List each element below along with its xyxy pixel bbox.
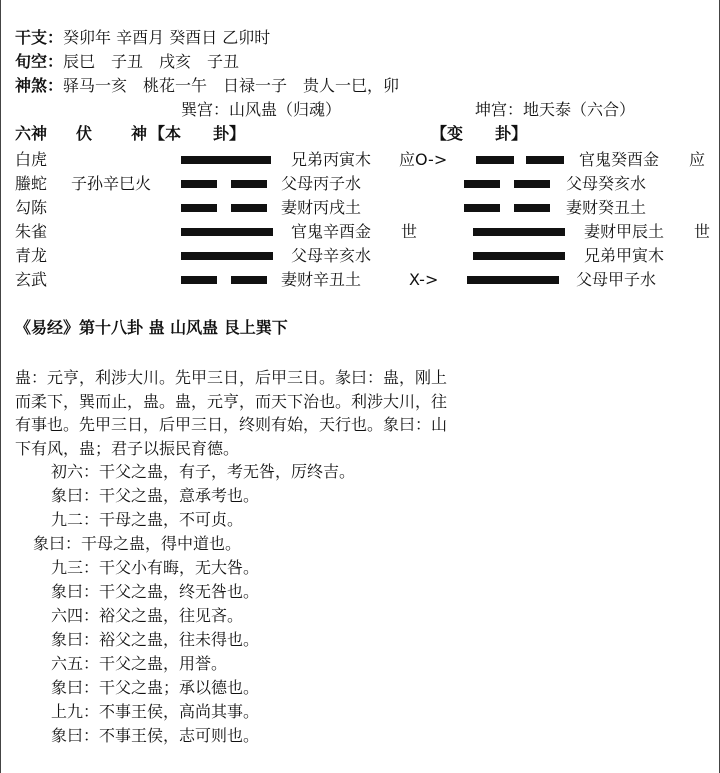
liushen-cell: 玄武 [15,270,48,289]
bian-label: 父母癸亥水 [566,174,647,193]
yao-line: 象曰：干父之蛊，意承考也。 [51,486,260,505]
bian-yang-line [467,276,559,284]
col-liushen: 六神 [15,124,48,143]
shiying-mark: 世 [401,222,418,241]
yao-line: 象曰：干父之蛊；承以德也。 [51,678,260,697]
bian-label: 妻财甲辰土 [584,222,665,241]
fushen-cell: 子孙辛巳火 [71,174,152,193]
col-shen: 神 [131,124,148,143]
shensha-value: 驿马一亥 桃花一午 日禄一子 贵人一巳，卯 [63,76,400,95]
shiying-mark: 应 [399,150,416,169]
yao-line: 六四：裕父之蛊，往见吝。 [51,606,244,625]
xunkong-line [15,52,239,72]
paragraph-line: 蛊：元亨，利涉大川。先甲三日，后甲三日。彖曰：蛊，刚上 [15,368,448,387]
bian-yang-line [473,252,565,260]
ben-yin-line [181,276,267,284]
col-bian: 【变 卦】 [431,124,528,143]
liushen-cell: 勾陈 [15,198,48,217]
paragraph-line: 有事也。先甲三日，后甲三日，终则有始，天行也。象曰：山 [15,415,448,434]
yao-line: 象曰：干母之蛊，得中道也。 [33,534,242,553]
bian-shiying: 世 [694,222,711,241]
paragraph-line: 下有风，蛊；君子以振民育德。 [15,438,240,458]
yao-line: 象曰：不事王侯，志可则也。 [51,726,260,745]
bian-yin-line [464,204,550,212]
main-gong: 巽宫：山风蛊（归魂） [181,100,342,119]
bian-yang-line [473,228,565,236]
ben-label: 父母辛亥水 [291,246,372,265]
ben-yang-line [181,156,271,164]
yao-line: 象曰：干父之蛊，终无咎也。 [51,582,260,601]
xunkong-value: 辰巳 子丑 戌亥 子丑 [63,52,240,71]
bian-shiying: 应 [689,150,706,169]
liushen-cell: 朱雀 [15,222,48,241]
ganzhi-value: 癸卯年 辛酉月 癸酉日 乙卯时 [63,28,271,47]
liushen-cell: 青龙 [15,246,48,265]
ganzhi-label: 干支： [15,28,64,47]
liushen-cell: 白虎 [15,150,48,169]
yao-line: 初六：干父之蛊，有子，考无咎，厉终吉。 [51,462,356,481]
bian-label: 妻财癸丑土 [566,198,647,217]
section-title: 《易经》第十八卦 蛊 山风蛊 艮上巽下 [15,318,288,337]
ben-yang-line [181,228,273,236]
bian-yin-line [476,156,564,164]
ben-yang-line [181,252,273,260]
ben-label: 父母丙子水 [281,174,362,193]
bian-label: 兄弟甲寅木 [584,246,665,265]
xunkong-label: 旬空： [15,52,64,71]
paragraph-line: 而柔下，巽而止，蛊。蛊，元亨，而天下治也。利涉大川，往 [15,391,448,411]
yao-line: 九三：干父小有晦，无大咎。 [51,558,260,577]
yao-line: 象曰：裕父之蛊，往未得也。 [51,630,260,649]
ganzhi-line [15,28,270,48]
bian-label: 父母甲子水 [576,270,657,289]
change-gong: 坤宫：地天泰（六合） [475,100,636,119]
yao-line: 九二：干母之蛊，不可贞。 [51,510,244,529]
yao-line: 上九：不事王侯，高尚其事。 [51,702,260,721]
gua-paragraph [15,366,515,460]
col-ben: 【本 卦】 [149,124,246,143]
bian-yin-line [464,180,550,188]
ben-yin-line [181,204,267,212]
shensha-label: 神煞： [15,76,64,95]
ben-label: 官鬼辛酉金 [291,222,372,241]
ben-label: 兄弟丙寅木 [291,150,372,169]
yao-line: 六五：干父之蛊，用誉。 [51,654,228,673]
shensha-line [15,76,399,96]
bian-label: 官鬼癸酉金 [579,150,660,169]
liushen-cell: 螣蛇 [15,174,48,193]
ben-yin-line [181,180,267,188]
ben-label: 妻财丙戌土 [281,198,362,217]
change-mark: X-> [409,270,439,289]
ben-label: 妻财辛丑土 [281,270,362,289]
change-mark: O-> [415,150,448,169]
col-fu: 伏 [76,124,93,143]
